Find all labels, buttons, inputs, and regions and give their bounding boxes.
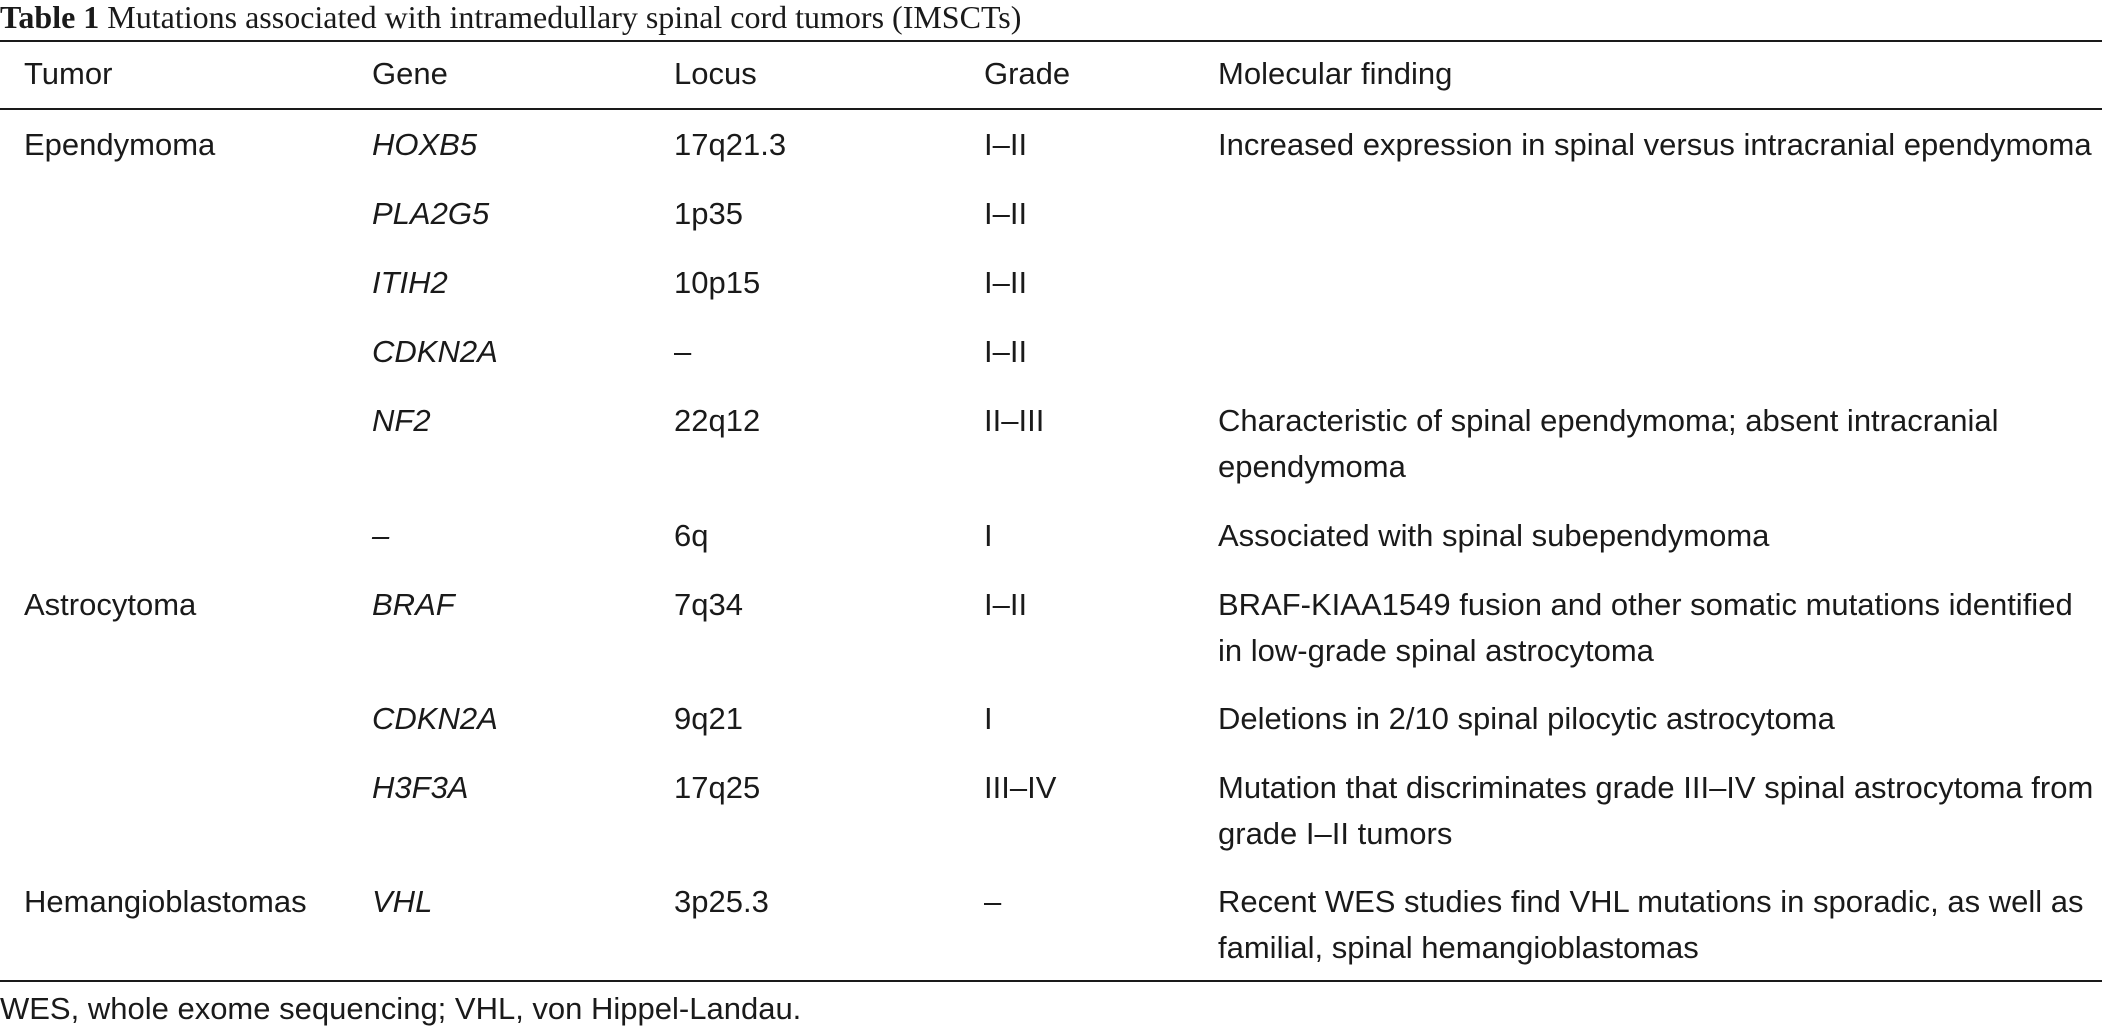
cell-locus: 17q21.3 <box>674 127 787 162</box>
table-caption-label: Table 1 <box>0 0 100 35</box>
cell-locus: 22q12 <box>674 403 761 438</box>
cell-molecular-finding: BRAF-KIAA1549 fusion and other somatic mutations identified in low-grade spinal astrocytoma <box>1218 587 2073 668</box>
header-tumor: Tumor <box>24 56 113 91</box>
cell-gene: NF2 <box>372 403 431 438</box>
cell-grade: I–II <box>984 196 1028 231</box>
cell-gene: ITIH2 <box>372 265 448 300</box>
cell-tumor: Ependymoma <box>24 127 216 162</box>
cell-gene: PLA2G5 <box>372 196 490 231</box>
cell-locus: 9q21 <box>674 701 743 736</box>
cell-locus: 6q <box>674 518 709 553</box>
cell-locus: 7q34 <box>674 587 743 622</box>
bottom-rule <box>0 980 2102 982</box>
cell-molecular-finding: Increased expression in spinal versus intracranial ependymoma <box>1218 127 2092 162</box>
cell-gene: H3F3A <box>372 770 469 805</box>
cell-grade: I–II <box>984 587 1028 622</box>
cell-locus: – <box>674 334 692 369</box>
cell-grade: I–II <box>984 127 1028 162</box>
table-footnote: WES, whole exome sequencing; VHL, von Hippel-Landau. <box>0 991 802 1026</box>
cell-gene: CDKN2A <box>372 334 498 369</box>
cell-gene: CDKN2A <box>372 701 498 736</box>
cell-molecular-finding: Associated with spinal subependymoma <box>1218 518 1770 553</box>
cell-molecular-finding: Characteristic of spinal ependymoma; absent intracranial ependymoma <box>1218 403 1999 484</box>
cell-grade: I <box>984 701 993 736</box>
cell-gene: HOXB5 <box>372 127 478 162</box>
table-caption <box>0 0 1021 40</box>
table-header-row <box>0 46 2102 108</box>
cell-grade: I <box>984 518 993 553</box>
header-grade: Grade <box>984 56 1071 91</box>
cell-molecular-finding: Recent WES studies find VHL mutations in sporadic, as well as familial, spinal hemangioblastomas <box>1218 884 2084 965</box>
cell-tumor: Hemangioblastomas <box>24 884 307 919</box>
cell-grade: I–II <box>984 265 1028 300</box>
header-molecular-finding: Molecular finding <box>1218 56 1453 91</box>
cell-locus: 1p35 <box>674 196 743 231</box>
cell-grade: II–III <box>984 403 1045 438</box>
top-rule <box>0 40 2102 42</box>
cell-locus: 10p15 <box>674 265 761 300</box>
header-gene: Gene <box>372 56 448 91</box>
cell-locus: 17q25 <box>674 770 761 805</box>
cell-grade: – <box>984 884 1002 919</box>
cell-gene: – <box>372 518 390 553</box>
cell-grade: III–IV <box>984 770 1057 805</box>
cell-tumor: Astrocytoma <box>24 587 197 622</box>
header-rule <box>0 108 2102 110</box>
cell-locus: 3p25.3 <box>674 884 769 919</box>
cell-molecular-finding: Mutation that discriminates grade III–IV spinal astrocytoma from grade I–II tumors <box>1218 770 2094 851</box>
cell-grade: I–II <box>984 334 1028 369</box>
cell-molecular-finding: Deletions in 2/10 spinal pilocytic astrocytoma <box>1218 701 1835 736</box>
header-locus: Locus <box>674 56 757 91</box>
table-caption-text: Mutations associated with intramedullary spinal cord tumors (IMSCTs) <box>99 0 1022 35</box>
cell-gene: BRAF <box>372 587 455 622</box>
cell-gene: VHL <box>372 884 433 919</box>
